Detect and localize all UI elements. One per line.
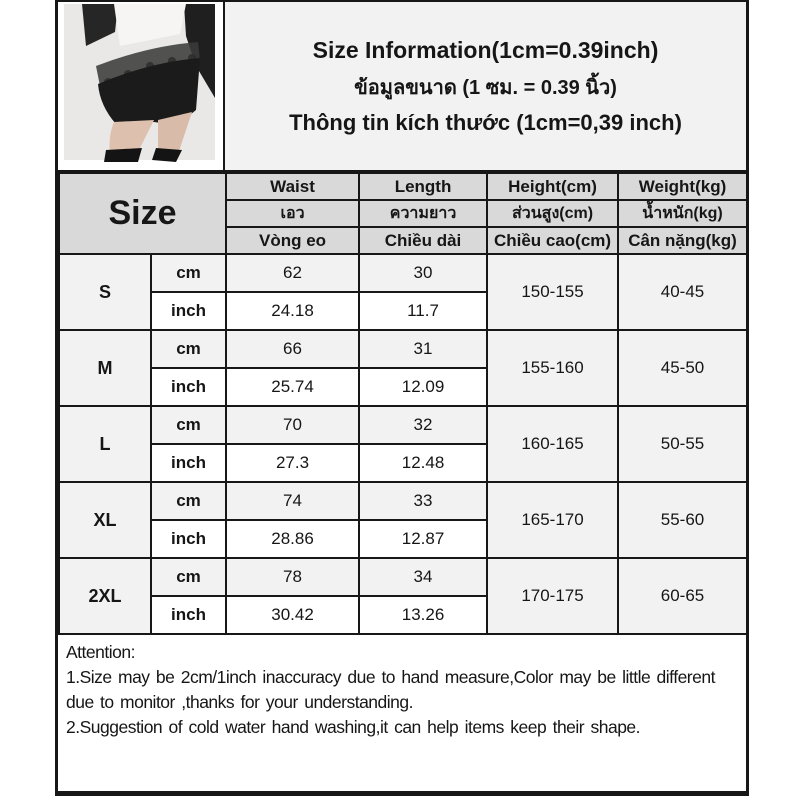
unit-cell: inch (151, 444, 226, 482)
col-header-length-en: Length (359, 173, 487, 200)
col-header-height-th: ส่วนสูง(cm) (487, 200, 618, 227)
height-range-cell: 150-155 (487, 254, 618, 330)
size-label-s: S (59, 254, 151, 330)
col-header-weight-th: น้ำหนัก(kg) (618, 200, 747, 227)
weight-range-cell: 50-55 (618, 406, 747, 482)
unit-cell: inch (151, 368, 226, 406)
col-header-height-vi: Chiều cao(cm) (487, 227, 618, 254)
value-cell: 12.87 (359, 520, 487, 558)
col-header-height-en: Height(cm) (487, 173, 618, 200)
value-cell: 11.7 (359, 292, 487, 330)
unit-cell: cm (151, 254, 226, 292)
unit-cell: cm (151, 330, 226, 368)
unit-cell: inch (151, 596, 226, 634)
unit-cell: cm (151, 406, 226, 444)
size-label-m: M (59, 330, 151, 406)
value-cell: 30 (359, 254, 487, 292)
value-cell: 70 (226, 406, 359, 444)
col-header-length-vi: Chiều dài (359, 227, 487, 254)
col-header-weight-en: Weight(kg) (618, 173, 747, 200)
value-cell: 62 (226, 254, 359, 292)
table-row (59, 330, 747, 368)
height-range-cell: 155-160 (487, 330, 618, 406)
unit-cell: inch (151, 292, 226, 330)
title-english: Size Information(1cm=0.39inch) (312, 36, 659, 63)
value-cell: 31 (359, 330, 487, 368)
value-cell: 33 (359, 482, 487, 520)
attention-note-1: 1.Size may be 2cm/1inch inaccuracy due to hand measure,Color may be little different due to monitor ,thanks for your understanding. (66, 666, 715, 712)
col-header-waist-en: Waist (226, 173, 359, 200)
attention-note-2: 2.Suggestion of cold water hand washing,it can help items keep their shape. (66, 716, 641, 737)
title-vietnamese: Thông tin kích thước (1cm=0,39 inch) (289, 109, 682, 135)
product-photo (58, 2, 221, 166)
value-cell: 66 (226, 330, 359, 368)
value-cell: 74 (226, 482, 359, 520)
weight-range-cell: 55-60 (618, 482, 747, 558)
weight-range-cell: 40-45 (618, 254, 747, 330)
table-row (59, 406, 747, 444)
height-range-cell: 165-170 (487, 482, 618, 558)
height-range-cell: 160-165 (487, 406, 618, 482)
value-cell: 24.18 (226, 292, 359, 330)
title-thai: ข้อมูลขนาด (1 ซม. = 0.39 นิ้ว) (354, 76, 617, 99)
value-cell: 78 (226, 558, 359, 596)
attention-section (58, 635, 746, 739)
product-photo-cell (58, 2, 225, 170)
attention-heading: Attention: (66, 642, 135, 662)
height-range-cell: 170-175 (487, 558, 618, 634)
col-header-weight-vi: Cân nặng(kg) (618, 227, 747, 254)
table-row (59, 254, 747, 292)
weight-range-cell: 60-65 (618, 558, 747, 634)
col-header-length-th: ความยาว (359, 200, 487, 227)
table-row (59, 482, 747, 520)
col-header-waist-th: เอว (226, 200, 359, 227)
size-label-xl: XL (59, 482, 151, 558)
title-block (225, 2, 746, 170)
value-cell: 30.42 (226, 596, 359, 634)
value-cell: 12.48 (359, 444, 487, 482)
ankle-boot-left (104, 148, 142, 162)
value-cell: 28.86 (226, 520, 359, 558)
size-label-2xl: 2XL (59, 558, 151, 634)
value-cell: 12.09 (359, 368, 487, 406)
size-label-l: L (59, 406, 151, 482)
value-cell: 34 (359, 558, 487, 596)
size-table (58, 172, 748, 635)
size-corner-cell: Size (59, 173, 226, 254)
unit-cell: inch (151, 520, 226, 558)
unit-cell: cm (151, 558, 226, 596)
value-cell: 13.26 (359, 596, 487, 634)
top-section (58, 2, 746, 172)
value-cell: 25.74 (226, 368, 359, 406)
value-cell: 32 (359, 406, 487, 444)
value-cell: 27.3 (226, 444, 359, 482)
size-chart-frame (55, 0, 749, 796)
weight-range-cell: 45-50 (618, 330, 747, 406)
col-header-waist-vi: Vòng eo (226, 227, 359, 254)
unit-cell: cm (151, 482, 226, 520)
table-row (59, 558, 747, 596)
